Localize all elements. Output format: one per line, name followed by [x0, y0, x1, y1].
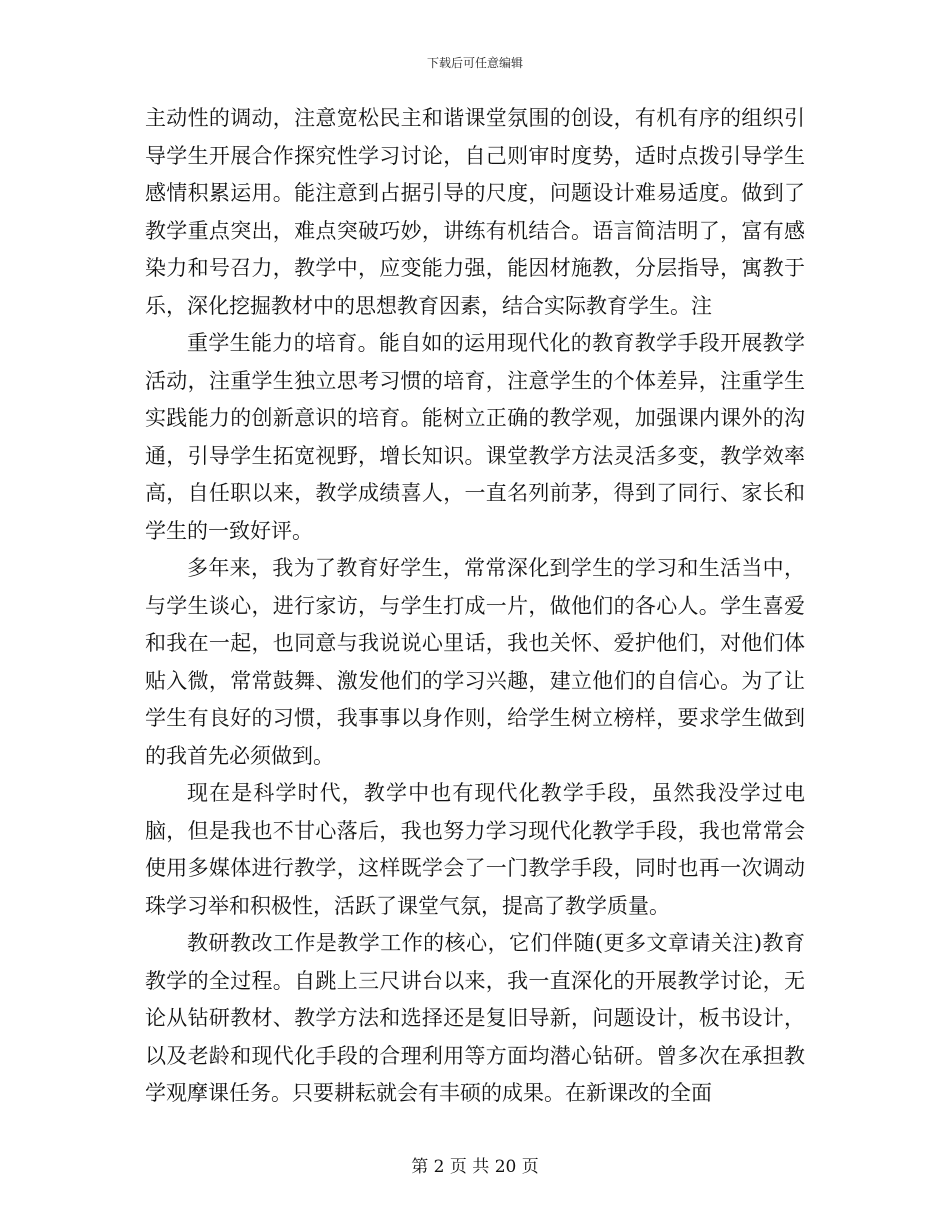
page-number-footer: 第 2 页 共 20 页	[411, 1157, 539, 1177]
document-body	[145, 100, 805, 1113]
paragraph: 教研教改工作是教学工作的核心，它们伴随(更多文章请关注)教育教学的全过程。自跳上三尺讲台以来，我一直深化的开展教学讨论，无论从钻研教材、教学方法和选择还是复旧导新，问题设计，板书设计，以及老龄和现代化手段的合理利用等方面均潜心钻研。曾多次在承担教学观摩课任务。只要耕耘就会有丰硕的成果。在新课改的全面	[145, 931, 805, 1105]
paragraph: 多年来，我为了教育好学生，常常深化到学生的学习和生活当中，与学生谈心，进行家访，与学生打成一片，做他们的各心人。学生喜爱和我在一起，也同意与我说说心里话，我也关怀、爱护他们，对他们体贴入微，常常鼓舞、激发他们的学习兴趣，建立他们的自信心。为了让学生有良好的习惯，我事事以身作则，给学生树立榜样，要求学生做到的我首先必须做到。	[145, 556, 805, 768]
page-header: 下载后可任意编辑	[426, 56, 523, 70]
paragraph: 现在是科学时代，教学中也有现代化教学手段，虽然我没学过电脑，但是我也不甘心落后，我也努力学习现代化教学手段，我也常常会使用多媒体进行教学，这样既学会了一门教学手段，同时也再一次调动珠学习举和积极性，活跃了课堂气氛，提高了教学质量。	[145, 781, 805, 918]
paragraph: 重学生能力的培育。能自如的运用现代化的教育教学手段开展教学活动，注重学生独立思考习惯的培育，注意学生的个体差异，注重学生实践能力的创新意识的培育。能树立正确的教学观，加强课内课外的沟通，引导学生拓宽视野，增长知识。课堂教学方法灵活多变，教学效率高，自任职以来，教学成绩喜人，一直名列前茅，得到了同行、家长和学生的一致好评。	[145, 331, 805, 543]
paragraph: 主动性的调动，注意宽松民主和谐课堂氛围的创设，有机有序的组织引导学生开展合作探究性学习讨论，自己则审时度势，适时点拨引导学生感情积累运用。能注意到占据引导的尺度，问题设计难易适度。做到了教学重点突出，难点突破巧妙，讲练有机结合。语言简洁明了，富有感染力和号召力，教学中，应变能力强，能因材施教，分层指导，寓教于乐，深化挖掘教材中的思想教育因素，结合实际教育学生。注	[145, 106, 805, 318]
